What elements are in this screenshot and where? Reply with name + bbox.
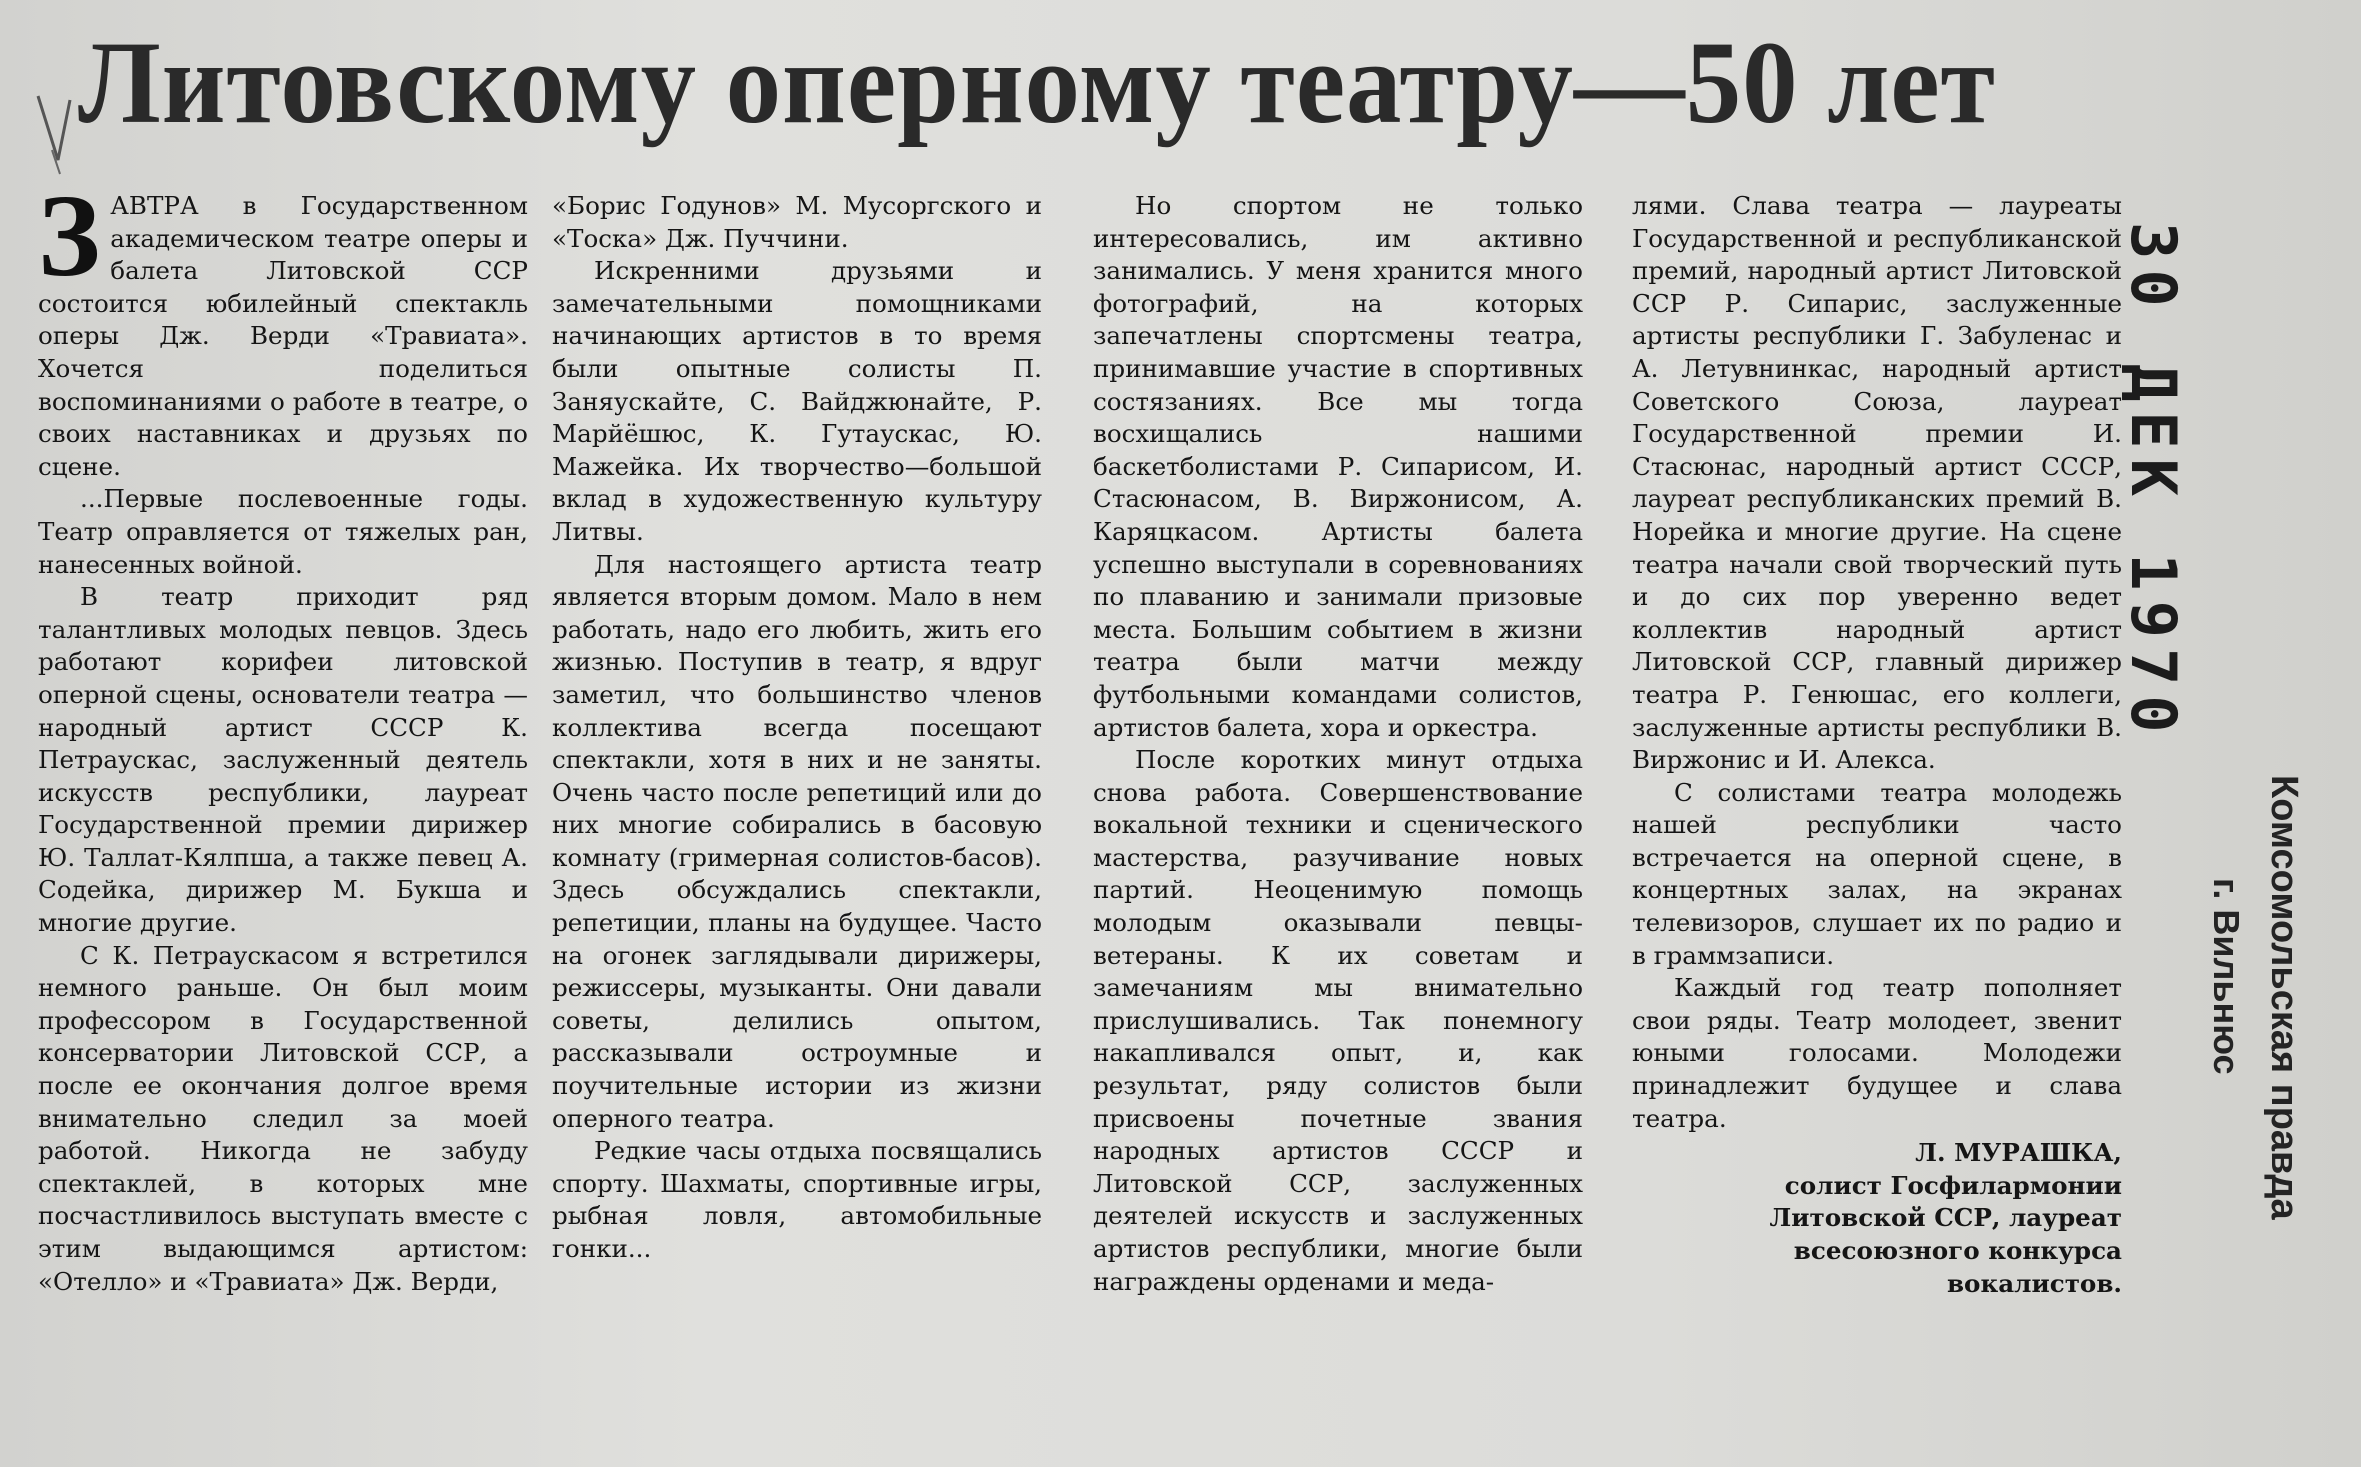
article-column-4 (1632, 190, 2122, 1300)
paragraph: С К. Петраускасом я встретился немного раньше. Он был моим профессором в Государственной консерватории Литовской ССР, а после ее окончания долгое время внимательно следил за моей работой. Никогда не забуду спектаклей, в которых мне посчастливилось выступать вместе с этим выдающимся артистом: «Отелло» и «Травиата» Дж. Верди, (38, 940, 528, 1296)
paragraph: Но спортом не только интересовались, им активно занимались. У меня хранится много фотографий, на которых запечатлены спортсмены театра, принимавшие участие в спортивных состязаниях. Все мы тогда восхищались нашими баскетболистами Р. Сипарисом, И. Стасюнасом, В. Виржонисом, А. Каряцкасом. Артисты балета успешно выступали в соревнованиях по плаванию и занимали призовые места. Большим событием в жизни театра были матчи между футбольными командами солистов, артистов балета, хора и оркестра. (1093, 191, 1583, 742)
paragraph: Редкие часы отдыха посвящались спорту. Шахматы, спортивные игры, рыбная ловля, автомобильные гонки... (552, 1136, 1042, 1263)
date-stamp: 30 ДЕК 1970 (2117, 222, 2190, 743)
author-title: солист Госфилармонии Литовской ССР, лауреат всесоюзного конкурса вокалистов. (1769, 1170, 2122, 1298)
author-name: Л. МУРАШКА, (1915, 1138, 2122, 1168)
paragraph: ...Первые послевоенные годы. Театр оправляется от тяжелых ран, нанесенных войной. (38, 484, 528, 579)
paragraph: Искренними друзьями и замечательными помощниками начинающих артистов в то время были опытные солисты П. Заняускайте, С. Вайджюнайте, Р. Марйёшюс, К. Гутаускас, Ю. Мажейка. Их творчество—большой вклад в художественную культуру Литвы. (552, 256, 1042, 546)
headline: Литовскому оперному театру—50 лет (78, 17, 1996, 148)
paragraph: С солистами театра молодежь нашей республики часто встречается на оперной сцене, в концертных залах, на экранах телевизоров, слушает их по радио и в граммзаписи. (1632, 777, 2122, 970)
paragraph: «Борис Годунов» М. Мусоргского и «Тоска» Дж. Пуччини. (552, 191, 1042, 253)
paragraph-text: АВТРА в Государственном академическом театре оперы и балета Литовской ССР состоится юбилейный спектакль оперы Дж. Верди «Травиата». Хочется поделиться воспоминаниями о работе в театре, о своих наставниках и друзьях по сцене. (38, 191, 528, 481)
paragraph: В театр приходит ряд талантливых молодых певцов. Здесь работают корифеи литовской оперной сцены, основатели театра — народный артист СССР К. Петраускас, заслуженный деятель искусств республики, лауреат Государственной премии дирижер Ю. Таллат-Кялпша, а также певец А. Содейка, дирижер М. Букша и многие другие. (38, 582, 528, 938)
source-city: г. Вильнюс (2206, 878, 2247, 1075)
article-column-1 (38, 190, 528, 1298)
article-column-2 (552, 190, 1042, 1266)
paragraph: лями. Слава театра — лауреаты Государственной и республиканской премий, народный артист Литовской ССР Р. Сипарис, заслуженные артисты республики Г. Забуленас и А. Летувнинкас, народный артист Советского Союза, лауреат Государственной премии И. Стасюнас, народный артист СССР, лауреат республиканских премий В. Норейка и многие другие. На сцене театра начали свой творческий путь и до сих пор уверенно ведет коллектив народный артист Литовской ССР, главный дирижер театра Р. Генюшас, его коллеги, заслуженные артисты республики В. Виржонис и И. Алекса. (1632, 191, 2122, 775)
paragraph (38, 190, 528, 483)
source-newspaper: Комсомольская правда (2263, 775, 2305, 1220)
drop-cap: З (38, 190, 101, 301)
paragraph: После коротких минут отдыха снова работа. Совершенствование вокальной техники и сценического мастерства, разучивание новых партий. Неоценимую помощь молодым оказывали певцы-ветераны. К их советам и замечаниям мы внимательно прислушивались. Так понемногу накапливался опыт, и, как результат, ряду солистов были присвоены почетные звания народных артистов СССР и Литовской ССР, заслуженных деятелей искусств и заслуженных артистов республики, многие были награждены орденами и меда- (1093, 745, 1583, 1296)
paragraph: Для настоящего артиста театр является вторым домом. Мало в нем работать, надо его любить, жить его жизнью. Поступив в театр, я вдруг заметил, что большинство членов коллектива всегда посещают спектакли, хотя в них и не заняты. Очень часто после репетиций или до них многие собирались в басовую комнату (гримерная солистов-басов). Здесь обсуждались спектакли, репетиции, планы на будущее. Часто на огонек заглядывали дирижеры, режиссеры, музыканты. Они давали советы, делились опытом, рассказывали остроумные и поучительные истории из жизни оперного театра. (552, 549, 1042, 1133)
paragraph: Каждый год театр пополняет свои ряды. Театр молодеет, звенит юными голосами. Молодежи принадлежит будущее и слава театра. (1632, 973, 2122, 1133)
article-column-3 (1093, 190, 1583, 1298)
